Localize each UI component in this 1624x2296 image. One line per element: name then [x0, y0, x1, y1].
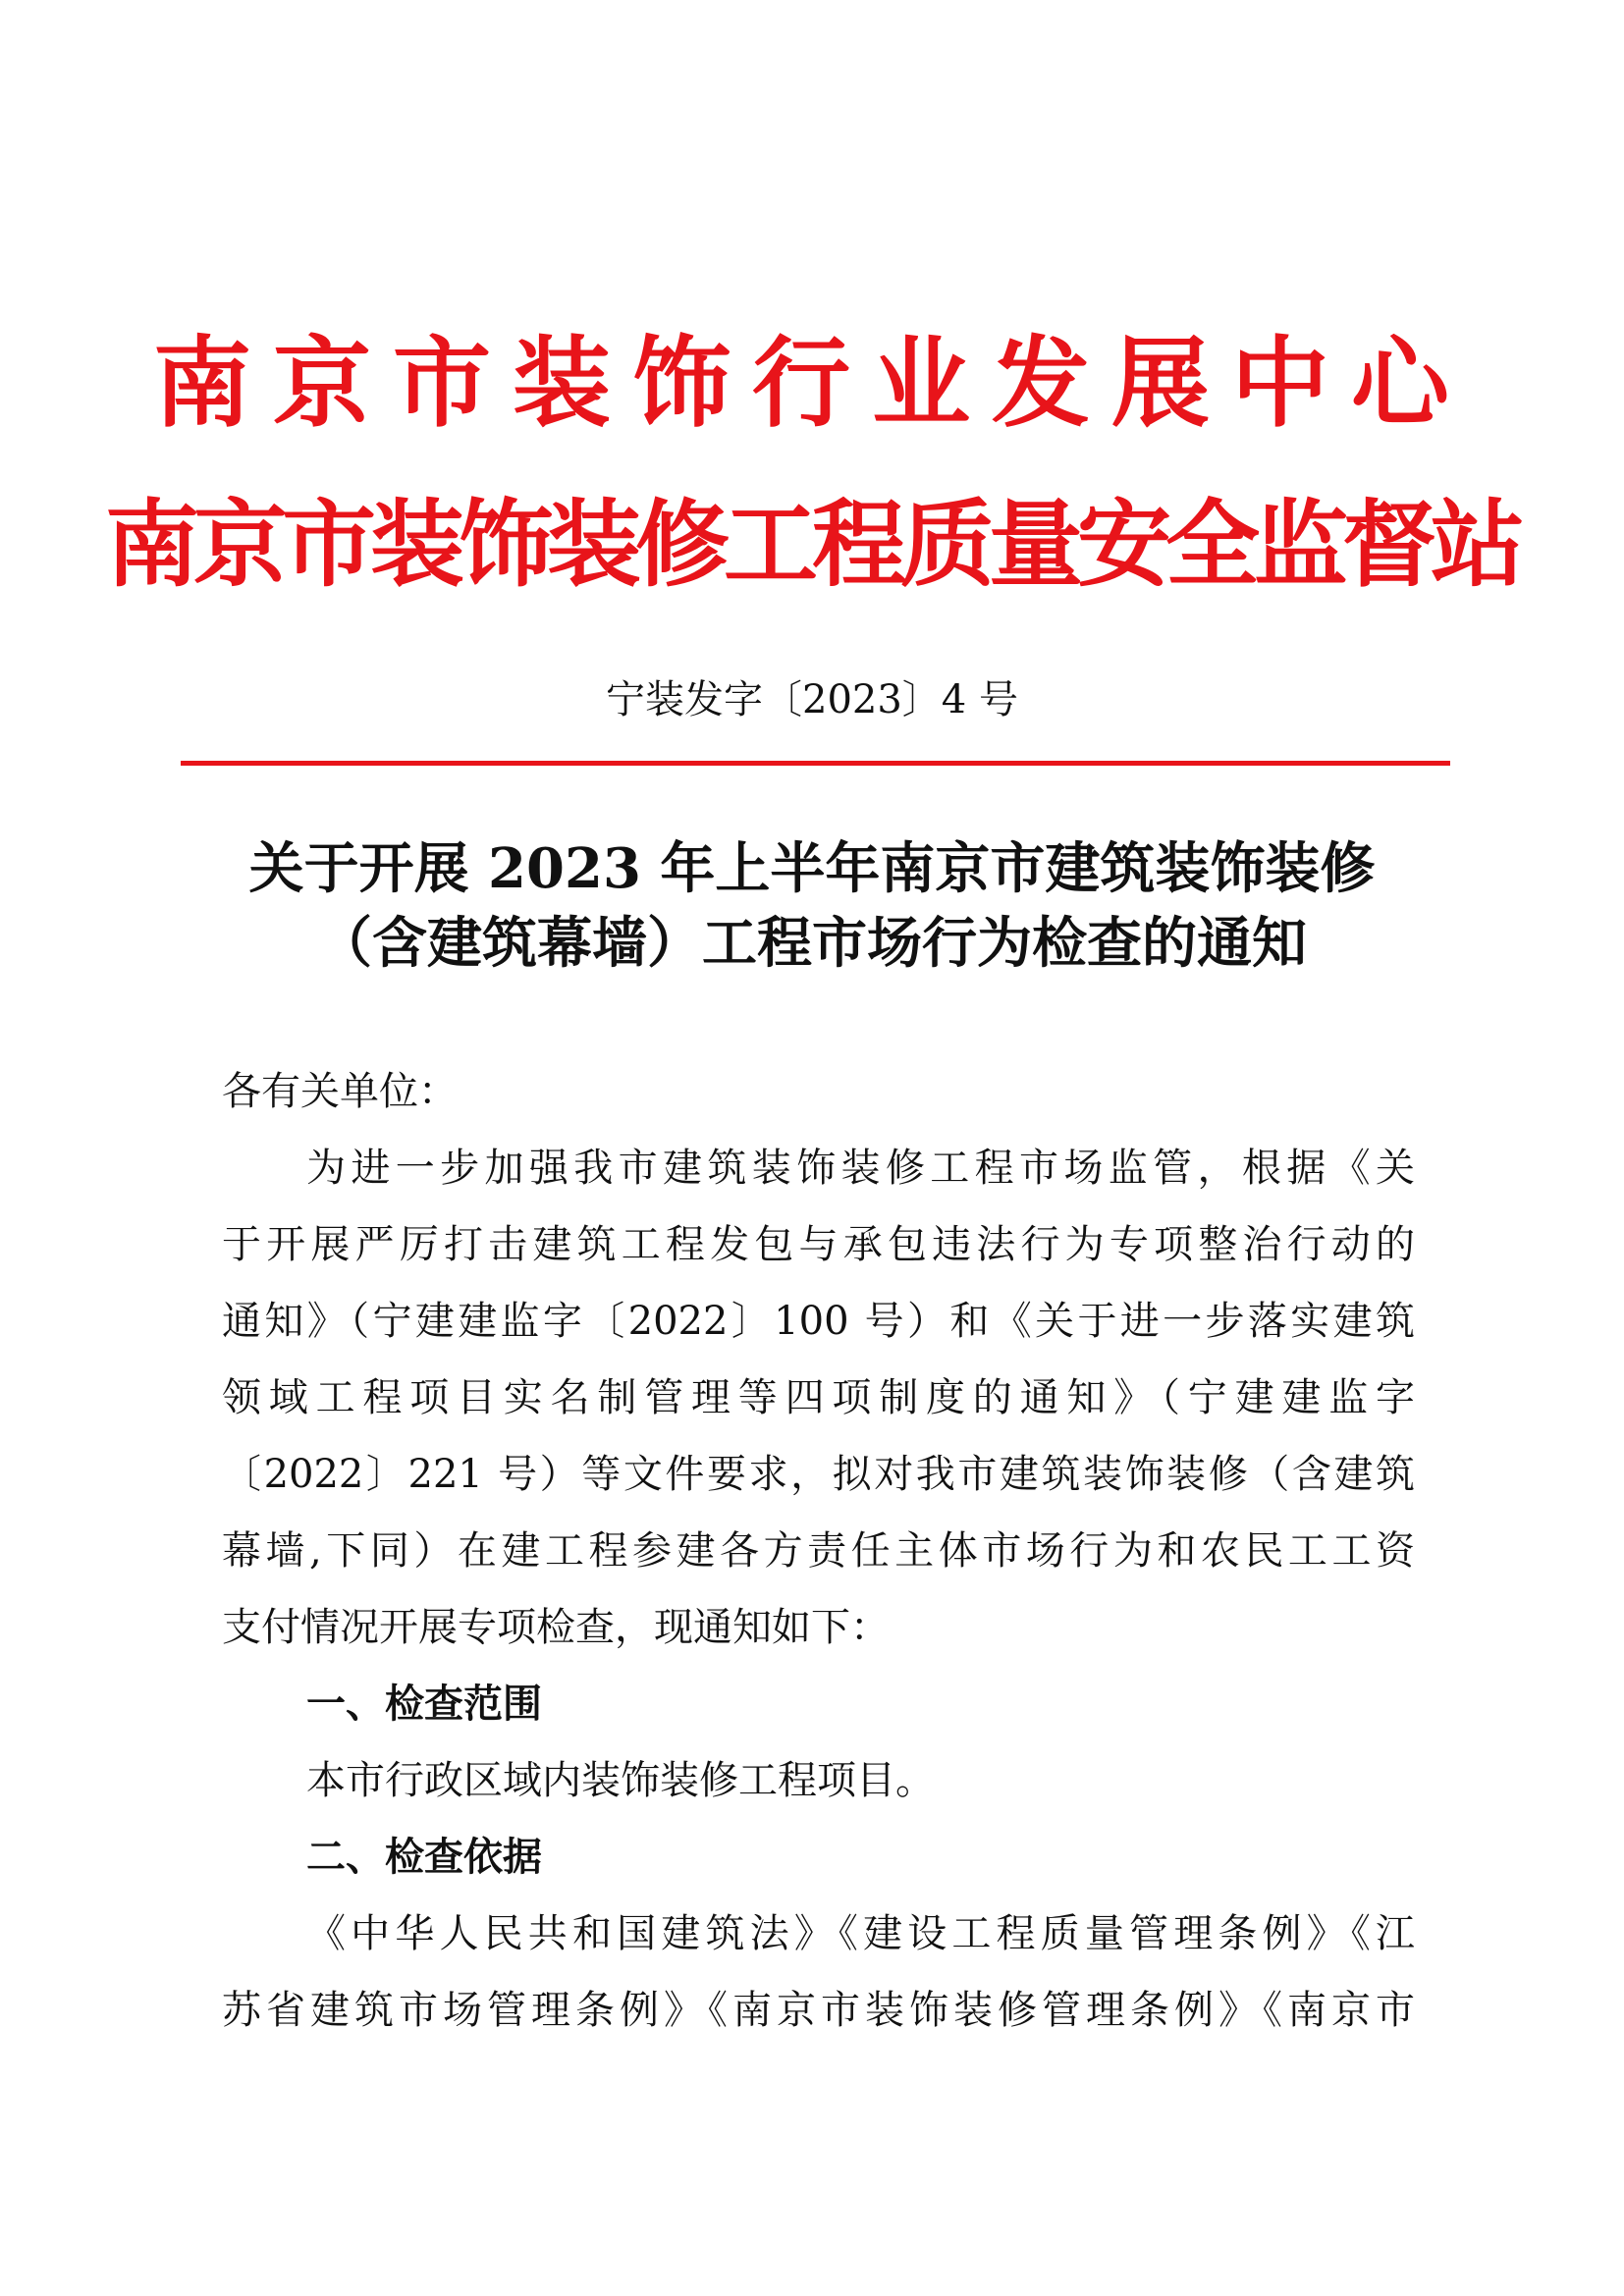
section-scope-text: 本市行政区域内装饰装修工程项目。	[306, 1758, 935, 1803]
section-basis-line: 《中华人民共和国建筑法》《建设工程质量管理条例》《江	[306, 1911, 1415, 1956]
paragraph-1-line: 支付情况开展专项检查，现通知如下：	[222, 1605, 890, 1650]
section-heading-basis: 二、检查依据	[306, 1834, 542, 1880]
document-number: 宁装发字〔2023〕4 号	[606, 677, 1018, 722]
paragraph-1-line: 通知》（宁建建监字〔2022〕100 号）和《关于进一步落实建筑	[222, 1299, 1415, 1344]
red-header-rule	[181, 761, 1450, 766]
issuer-name-line-2: 南京市装饰装修工程质量安全监督站	[105, 489, 1519, 600]
section-heading-scope: 一、检查范围	[306, 1681, 542, 1727]
document-title-line-1: 关于开展 2023 年上半年南京市建筑装饰装修	[248, 836, 1376, 901]
paragraph-1-line: 为进一步加强我市建筑装饰装修工程市场监管，根据《关	[306, 1146, 1415, 1191]
salutation: 各有关单位：	[222, 1069, 458, 1114]
paragraph-1-line: 于开展严厉打击建筑工程发包与承包违法行为专项整治行动的	[222, 1222, 1415, 1267]
paragraph-1-line: 〔2022〕221 号）等文件要求，拟对我市建筑装饰装修（含建筑	[222, 1452, 1415, 1497]
paragraph-1-line: 领域工程项目实名制管理等四项制度的通知》（宁建建监字	[222, 1375, 1415, 1420]
paragraph-1-line: 幕墙,下同）在建工程参建各方责任主体市场行为和农民工工资	[222, 1528, 1415, 1574]
issuer-name-line-1: 南京市装饰行业发展中心	[153, 325, 1471, 441]
section-basis-line: 苏省建筑市场管理条例》《南京市装饰装修管理条例》《南京市	[222, 1988, 1415, 2033]
document-title-line-2: （含建筑幕墙）工程市场行为检查的通知	[317, 911, 1307, 976]
